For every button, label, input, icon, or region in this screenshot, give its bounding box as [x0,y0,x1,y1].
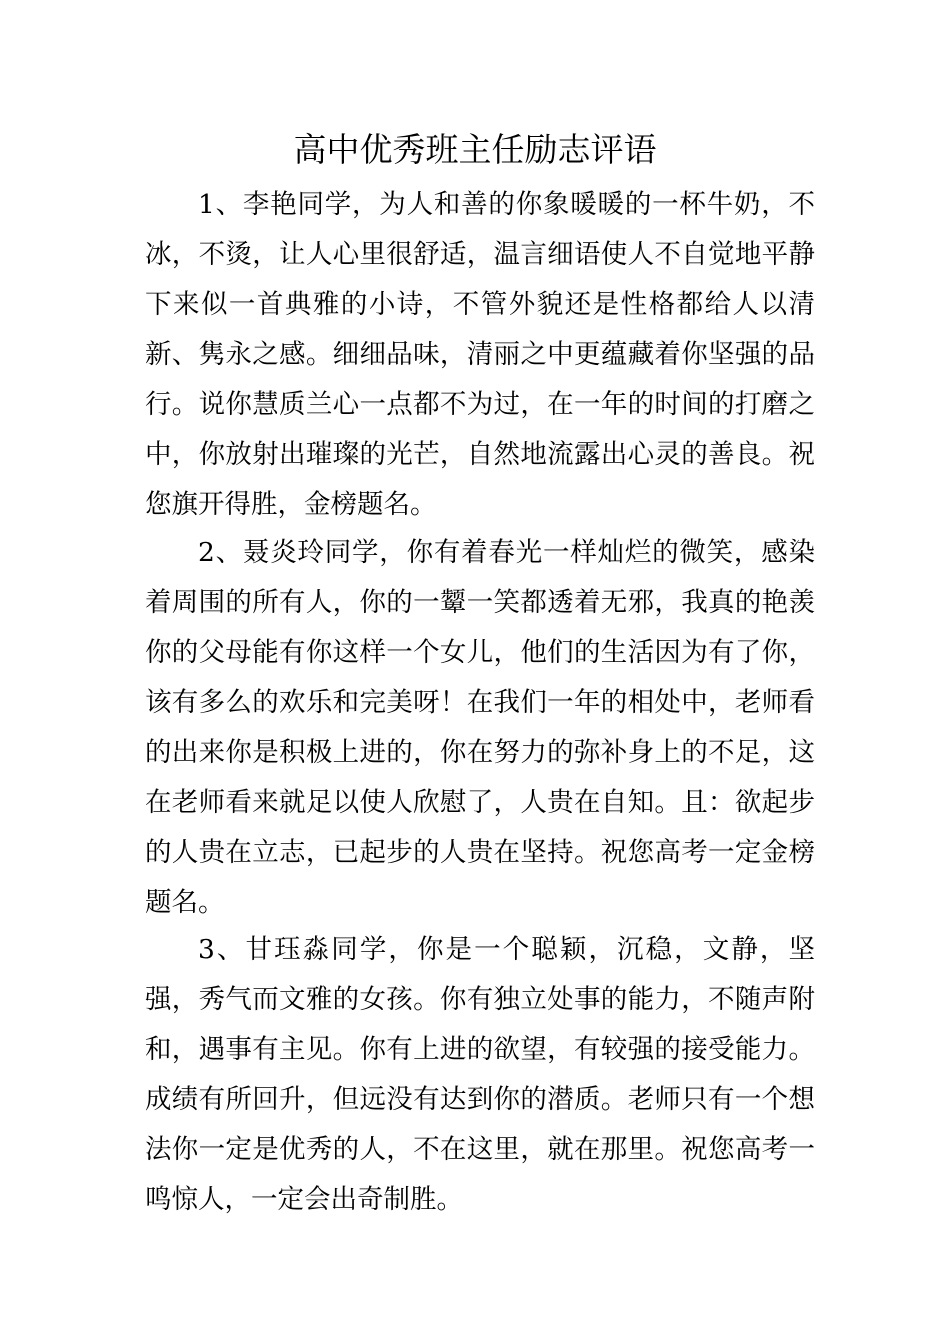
document-title: 高中优秀班主任励志评语 [293,130,657,169]
paragraph-2: 2、聂炎玲同学，你有着春光一样灿烂的微笑，感染着周围的所有人，你的一颦一笑都透着无邪，我真的艳羡你的父母能有你这样一个女儿，他们的生活因为有了你，该有多么的欢乐和完美呀！在我们一年的相处中，老师看的出来你是积极上进的，你在努力的弥补身上的不足，这在老师看来就足以使人欣慰了，人贵在自知。且：欲起步的人贵在立志，已起步的人贵在坚持。祝您高考一定金榜题名。 [145,537,815,918]
paragraph-1: 1、李艳同学，为人和善的你象暖暖的一杯牛奶，不冰，不烫，让人心里很舒适，温言细语使人不自觉地平静下来似一首典雅的小诗，不管外貌还是性格都给人以清新、隽永之感。细细品味，清丽之中更蕴藏着你坚强的品行。说你慧质兰心一点都不为过，在一年的时间的打磨之中，你放射出璀璨的光芒，自然地流露出心灵的善良。祝您旗开得胜，金榜题名。 [145,189,815,520]
paragraph-3: 3、甘珏淼同学，你是一个聪颖，沉稳，文静，坚强，秀气而文雅的女孩。你有独立处事的能力，不随声附和，遇事有主见。你有上进的欲望，有较强的接受能力。成绩有所回升，但远没有达到你的潜质。老师只有一个想法你一定是优秀的人，不在这里，就在那里。祝您高考一鸣惊人，一定会出奇制胜。 [145,934,815,1215]
